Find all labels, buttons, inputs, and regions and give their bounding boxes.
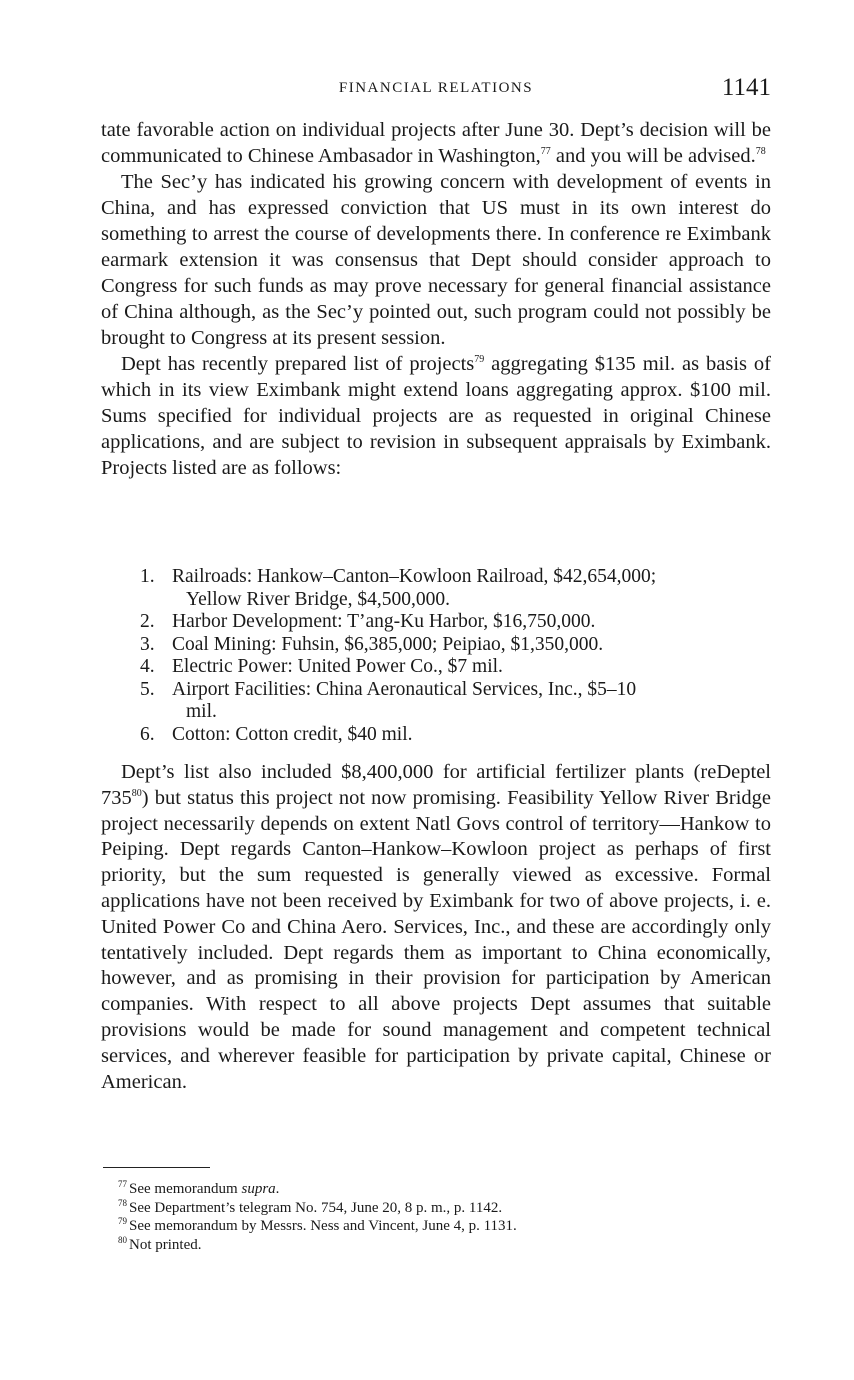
list-item-continuation: Yellow River Bridge, $4,500,000. xyxy=(186,588,450,610)
list-item-text: Harbor Development: T’ang-Ku Harbor, $16,750,000. xyxy=(172,611,596,632)
footnote-77 xyxy=(118,1180,768,1199)
list-item-number: 4. xyxy=(140,656,155,677)
footnote-text: See memorandum by Messrs. Ness and Vincent, June 4, p. 1131. xyxy=(129,1218,517,1234)
list-item-number: 2. xyxy=(140,611,155,632)
footnote-78 xyxy=(118,1199,768,1218)
list-item xyxy=(140,724,772,747)
footnote-italic: supra xyxy=(241,1181,276,1197)
body-text-lower xyxy=(101,760,771,1095)
footnote-divider xyxy=(103,1167,210,1168)
projects-list xyxy=(140,566,772,746)
list-item xyxy=(140,611,772,634)
footnote-79 xyxy=(118,1217,768,1236)
list-item-number: 5. xyxy=(140,678,155,700)
list-item-text: Cotton: Cotton credit, $40 mil. xyxy=(172,723,413,745)
paragraph-1-text-end: and you will be advised. xyxy=(550,145,756,167)
footnote-text: See Department’s telegram No. 754, June 20, 8 p. m., p. 1142. xyxy=(129,1199,503,1216)
paragraph-4-text: Dept’s list also included $8,400,000 for artificial fertilizer plants (reDeptel 735 xyxy=(101,761,771,809)
list-item-number: 3. xyxy=(140,633,155,655)
footnote-text: Not printed. xyxy=(129,1236,202,1253)
list-item-text: Coal Mining: Fuhsin, $6,385,000; Peipiao, $1,350,000. xyxy=(172,633,604,655)
page-number: 1141 xyxy=(721,74,771,101)
footnote-ref-80: 80 xyxy=(131,787,142,799)
list-item-number: 6. xyxy=(140,723,155,745)
list-item xyxy=(140,679,772,724)
paragraph-4-text-end: ) but status this project not now promising. Feasibility Yellow River Bridge project necessarily depends on extent Natl Govs control of territory—Hankow to Peiping. Dept regards Canton–Hankow–Kowloon project as perhaps of first priority, but the sum requested is generally viewed as excessive. Formal applications have not been received by Eximbank for two of above projects, i. e. United Power Co and China Aero. Services, Inc., and these are accordingly only tentatively included. Dept regards them as important to China economically, however, and as promising in their provision for participation by American companies. With respect to all above projects Dept assumes that suitable provisions would be made for sound management and competent technical services, and wherever feasible for participation by private capital, Chinese or American. xyxy=(101,786,771,1093)
running-title: FINANCIAL RELATIONS xyxy=(338,80,534,96)
running-header xyxy=(101,74,771,102)
list-item xyxy=(140,634,772,657)
footnote-number: 78 xyxy=(118,1197,127,1208)
list-item xyxy=(140,566,772,611)
footnote-punct: . xyxy=(275,1181,280,1197)
footnote-ref-78: 78 xyxy=(755,146,766,157)
body-text-upper xyxy=(101,117,771,481)
paragraph-3-text: Dept has recently prepared list of projects xyxy=(121,353,475,375)
footnote-text: See memorandum xyxy=(129,1181,242,1197)
footnotes xyxy=(118,1180,768,1254)
list-item-number: 1. xyxy=(140,566,155,587)
footnote-ref-77: 77 xyxy=(540,146,551,157)
paragraph-3 xyxy=(101,351,771,481)
paragraph-4 xyxy=(101,760,771,1095)
footnote-number: 79 xyxy=(118,1216,127,1226)
paragraph-1 xyxy=(101,117,771,169)
footnote-number: 80 xyxy=(118,1234,127,1245)
paragraph-3-text-end: aggregating $135 mil. as basis of which in its view Eximbank might extend loans aggregating approx. $100 mil. Sums specified for individual projects are as requested in original Chinese applications, and are subject to revision in subsequent appraisals by Eximbank. Projects listed are as follows: xyxy=(101,353,771,479)
list-item-text: Electric Power: United Power Co., $7 mil. xyxy=(172,656,503,677)
footnote-80 xyxy=(118,1236,768,1255)
list-item-continuation: mil. xyxy=(186,701,217,722)
footnote-ref-79: 79 xyxy=(474,354,485,365)
list-item-text: Airport Facilities: China Aeronautical Services, Inc., $5–10 xyxy=(172,678,637,700)
paragraph-1-text: tate favorable action on individual projects after June 30. Dept’s decision will be communicated to Chinese Ambasador in Washington, xyxy=(101,119,771,167)
list-item xyxy=(140,656,772,679)
paragraph-2: The Sec’y has indicated his growing concern with development of events in China, and has expressed conviction that US must in its own interest do something to arrest the course of developments there. In conference re Eximbank earmark extension it was consensus that Dept should consider approach to Congress for such funds as may prove necessary for general financial assistance of China although, as the Sec’y pointed out, such program could not possibly be brought to Congress at its present session. xyxy=(101,171,771,349)
list-item-text: Railroads: Hankow–Canton–Kowloon Railroad, $42,654,000; xyxy=(172,566,657,587)
footnote-number: 77 xyxy=(118,1179,127,1189)
